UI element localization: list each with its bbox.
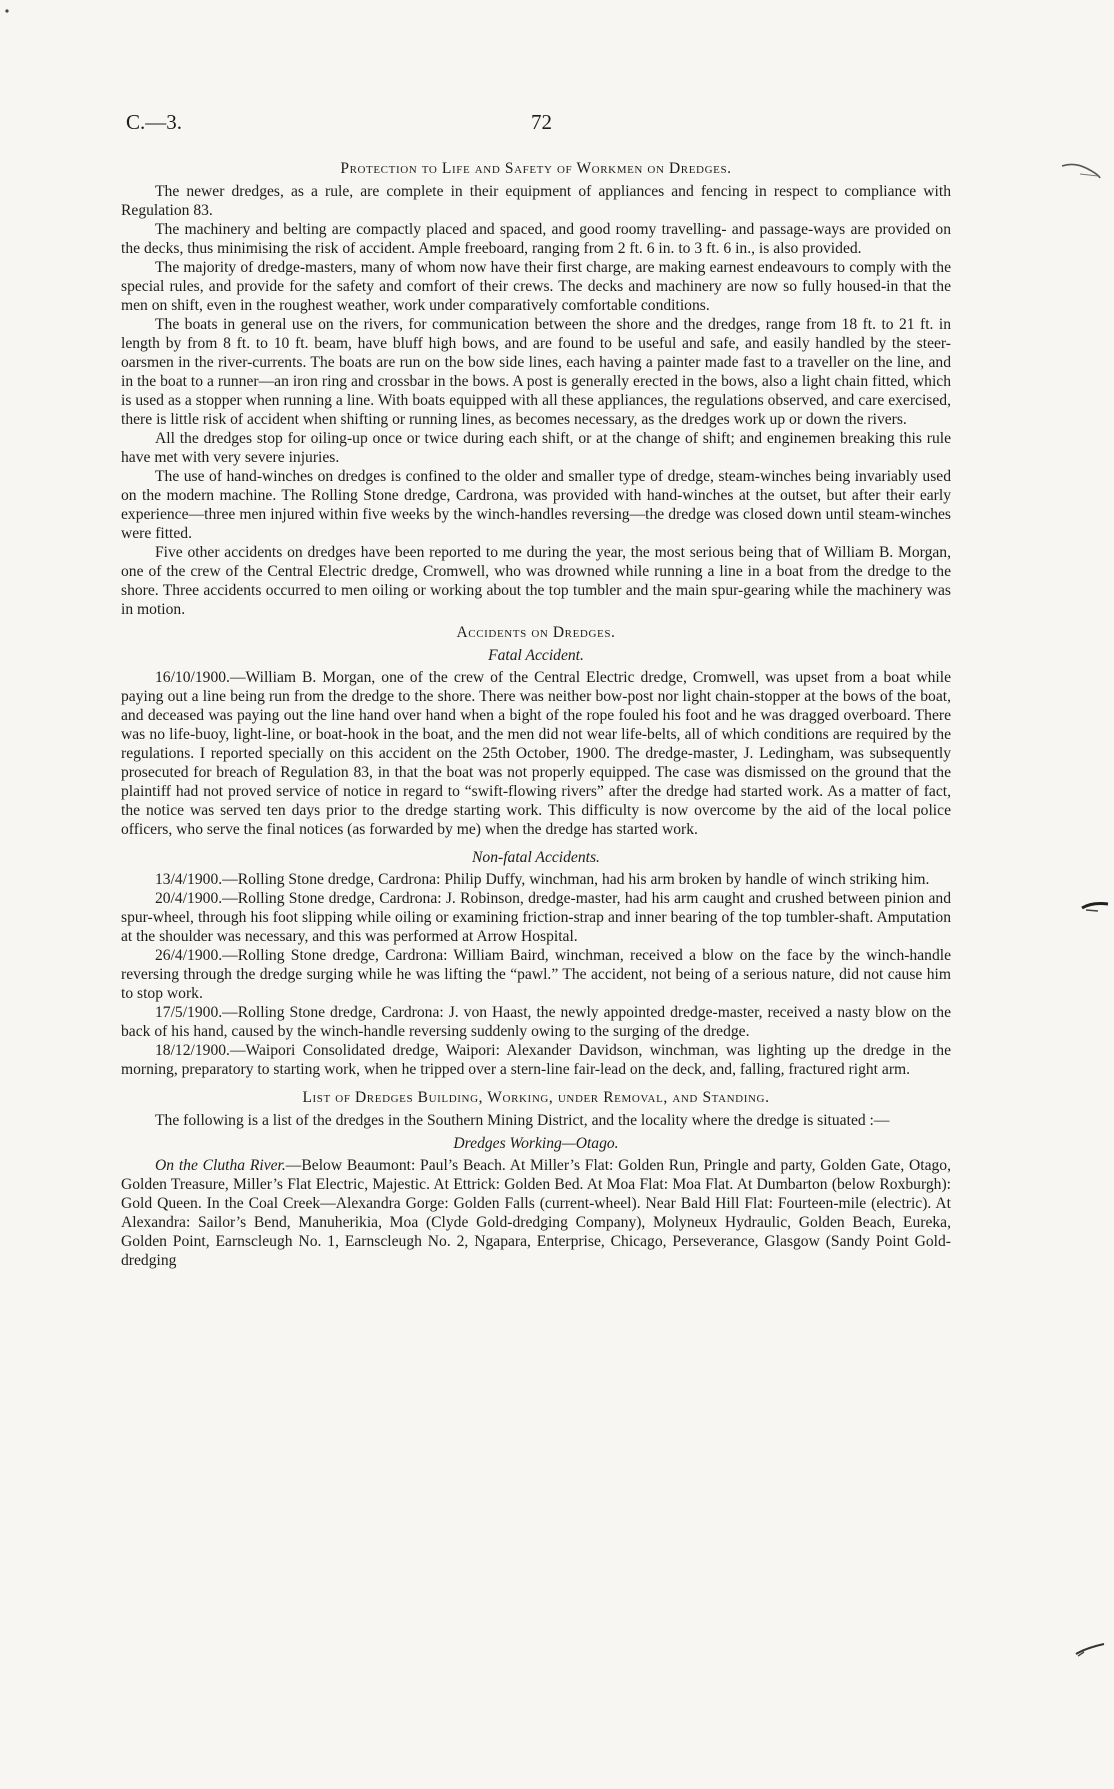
paragraph-clutha-river [121,1156,951,1270]
page-body [121,155,951,1270]
scan-mark-bottom-right [1074,1640,1106,1660]
paragraph: The use of hand-winches on dredges is confined to the older and smaller type of dredge, steam-winches being invariably used on the modern machine. The Rolling Stone dredge, Cardrona, was provided with hand-winches at the outset, but after their early experience—three men injured within five weeks by the winch-handles reversing—the dredge was closed down until steam-winches were fitted. [121,468,951,542]
paragraph-nonfatal-accident: 17/5/1900.—Rolling Stone dredge, Cardrona: J. von Haast, the newly appointed dredge-master, received a nasty blow on the back of his hand, caused by the winch-handle reversing suddenly owing to the surging of the dredge. [121,1004,951,1040]
page-number: 72 [531,110,552,134]
paragraph: The boats in general use on the rivers, for communication between the shore and the dredges, range from 18 ft. to 21 ft. in length by from 8 ft. to 10 ft. beam, have bluff high bows, and are found to be useful and safe, and easily handled by the steer-oarsmen in the river-currents. The boats are run on the bow side lines, each having a painter made fast to a traveller on the line, and in the boat to a runner—an iron ring and crossbar in the bows. A post is generally erected in the bows, also a light chain fitted, which is used as a stopper when running a line. With boats equipped with all these appliances, the regulations observed, and care exercised, there is little risk of accident when shifting or running lines, as becomes necessary, as the dredges work up or down the rivers. [121,316,951,428]
section-heading-accidents: Accidents on Dredges. [456,624,616,641]
paragraph: The machinery and belting are compactly placed and spaced, and good roomy travelling- and passage-ways are provided on the decks, thus minimising the risk of accident. Ample freeboard, ranging from 2 ft. 6 in. to 3 ft. 6 in., is also provided. [121,221,951,257]
paragraph-fatal-accident: 16/10/1900.—William B. Morgan, one of the crew of the Central Electric dredge, Cromwell, was upset from a boat while paying out a line being run from the dredge to the shore. There was neither bow-post nor light chain-stopper at the bows of the boat, and deceased was paying out the line hand over hand when a bight of the rope fouled his foot and he was dragged overboard. There was no life-buoy, light-line, or boat-hook in the boat, and the men did not wear life-belts, all of which conditions are required by the regulations. I reported specially on this accident on the 25th October, 1900. The dredge-master, J. Ledingham, was subsequently prosecuted for breach of Regulation 83, in that the boat was not properly equipped. The case was dismissed on the ground that the plaintiff had not proved service of notice in regard to “swift-flowing rivers” after the dredge had started work. As a matter of fact, the notice was served ten days prior to the dredge starting work. This difficulty is now overcome by the aid of the local police officers, who serve the final notices (as forwarded by me) when the dredge has started work. [121,669,951,838]
page-header [126,110,956,140]
paragraph: The newer dredges, as a rule, are complete in their equipment of appliances and fencing in respect to compliance with Regulation 83. [121,183,951,219]
paragraph-nonfatal-accident: 26/4/1900.—Rolling Stone dredge, Cardrona: William Baird, winchman, received a blow on the face by the winch-handle reversing through the dredge surging while he was lifting the “pawl.” The accident, not being of a serious nature, did not cause him to stop work. [121,947,951,1002]
paragraph: All the dredges stop for oiling-up once or twice during each shift, or at the change of shift; and enginemen breaking this rule have met with very severe injuries. [121,430,951,466]
scan-mark-mid-right [1080,898,1110,916]
scan-mark-top-right [1060,160,1102,182]
paragraph-nonfatal-accident: 13/4/1900.—Rolling Stone dredge, Cardrona: Philip Duffy, winchman, had his arm broken by handle of winch striking him. [155,871,930,888]
paragraph-nonfatal-accident: 18/12/1900.—Waipori Consolidated dredge, Waipori: Alexander Davidson, winchman, was lighting up the dredge in the morning, preparatory to starting work, when he tripped over a stern-line fair-lead on the deck, and, falling, fractured right arm. [121,1042,951,1078]
subheading-fatal: Fatal Accident. [488,647,584,664]
paragraph: The majority of dredge-masters, many of whom now have their first charge, are making earnest endeavours to comply with the special rules, and provide for the safety and comfort of their crews. The decks and machinery are now so fully housed-in that the men on shift, even in the roughest weather, work under comparatively comfortable conditions. [121,259,951,314]
clutha-text: —Below Beaumont: Paul’s Beach. At Miller’s Flat: Golden Run, Pringle and party, Golden Gate, Otago, Golden Treasure, Miller’s Flat Electric, Majestic. At Ettrick: Golden Bed. At Moa Flat: Moa Flat. At Dumbarton (below Roxburgh): Gold Queen. In the Coal Creek—Alexandra Gorge: Golden Falls (current-wheel). Near Bald Hill Flat: Fourteen-mile (electric). At Alexandra: Sailor’s Bend, Manuherikia, Moa (Clyde Gold-dredging Company), Molyneux Hydraulic, Golden Beach, Eureka, Golden Point, Earnscleugh No. 1, Earnscleugh No. 2, Ngapara, Enterprise, Chicago, Perseverance, Glasgow (Sandy Point Gold-dredging [121,1157,952,1269]
document-id: C.—3. [126,110,183,134]
paragraph-nonfatal-accident: 20/4/1900.—Rolling Stone dredge, Cardrona: J. Robinson, dredge-master, had his arm caught and crushed between pinion and spur-wheel, through his foot slipping while oiling or examining friction-strap and inner bearing of the top tumbler-shaft. Amputation at the shoulder was necessary, and this was performed at Arrow Hospital. [121,890,951,945]
section-heading-dredge-list: List of Dredges Building, Working, under Removal, and Standing. [302,1089,770,1106]
paragraph-list-intro: The following is a list of the dredges in the Southern Mining District, and the locality where the dredge is situated :— [155,1112,890,1129]
scan-mark-top-left [2,6,12,16]
section-heading-protection: Protection to Life and Safety of Workmen on Dredges. [340,160,732,177]
clutha-label: On the Clutha River. [155,1157,286,1174]
subheading-dredges-working: Dredges Working—Otago. [453,1135,619,1152]
paragraph: Five other accidents on dredges have been reported to me during the year, the most serious being that of William B. Morgan, one of the crew of the Central Electric dredge, Cromwell, who was drowned while running a line in a boat from the dredge to the shore. Three accidents occurred to men oiling or working about the top tumbler and the main spur-gearing while the machinery was in motion. [121,544,951,618]
subheading-nonfatal: Non-fatal Accidents. [472,849,600,866]
